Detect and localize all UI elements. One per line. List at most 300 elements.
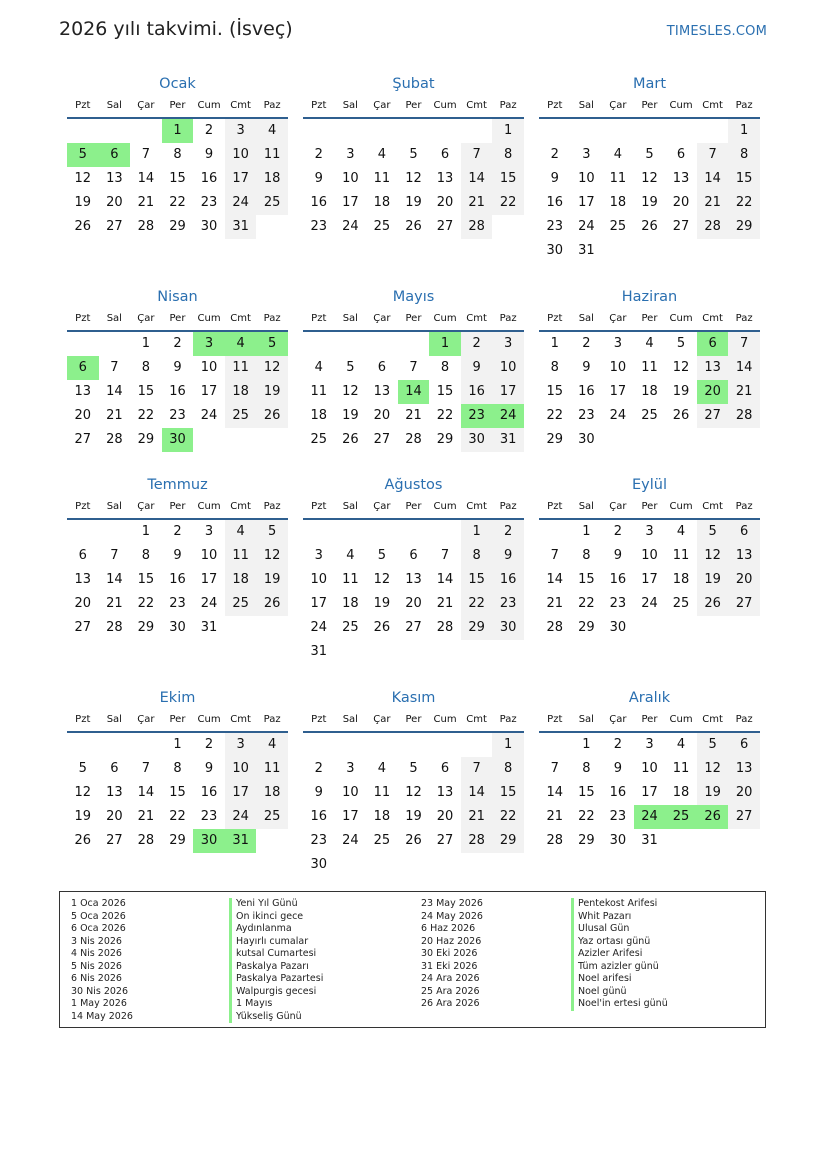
empty-cell (665, 119, 697, 143)
empty-cell (429, 119, 461, 143)
day-cell: 9 (314, 785, 323, 800)
day-cell: 6 (377, 360, 387, 375)
empty-cell (130, 733, 162, 757)
empty-cell (303, 119, 335, 143)
day-cell: 30 (310, 857, 328, 872)
day-cell: 11 (256, 143, 288, 167)
day-cell: 11 (373, 171, 391, 186)
day-cell: 6 (676, 147, 686, 162)
day-cell: 6 (78, 548, 87, 563)
day-cell: 3 (225, 733, 257, 757)
holiday-day-cell: 5 (256, 332, 288, 356)
weekday-label: Cum (433, 100, 457, 111)
month-1 (67, 73, 288, 239)
month-2 (303, 73, 524, 239)
empty-cell (67, 733, 99, 757)
day-cell: 15 (461, 568, 493, 592)
day-cell: 14 (137, 785, 155, 800)
empty-cell (335, 332, 367, 356)
day-cell: 14 (728, 356, 760, 380)
weekday-label: Çar (137, 714, 155, 725)
day-cell: 19 (405, 195, 422, 210)
weekday-label: Paz (263, 313, 281, 324)
days-grid (539, 520, 760, 640)
day-cell: 24 (200, 408, 218, 423)
weekday-label: Pzt (311, 714, 327, 725)
weekday-header (539, 709, 760, 733)
day-cell: 10 (492, 356, 524, 380)
day-cell: 24 (225, 805, 257, 829)
weekday-label: Sal (578, 313, 594, 324)
day-cell: 10 (609, 360, 627, 375)
day-cell: 14 (137, 171, 155, 186)
day-cell: 20 (373, 408, 391, 423)
day-cell: 17 (578, 195, 595, 210)
weekday-label: Sal (106, 714, 122, 725)
weekday-label: Cum (197, 313, 221, 324)
day-cell: 27 (405, 620, 422, 635)
day-cell: 20 (728, 781, 760, 805)
day-cell: 18 (256, 781, 288, 805)
weekday-label: Çar (137, 100, 155, 111)
day-cell: 16 (200, 785, 218, 800)
weekday-label: Pzt (75, 714, 91, 725)
month-12 (539, 687, 760, 853)
legend-entry: Whit Pazarı (578, 910, 632, 922)
day-cell: 28 (728, 404, 760, 428)
day-cell: 12 (256, 544, 288, 568)
day-cell: 6 (728, 733, 760, 757)
weekday-label: Paz (735, 100, 753, 111)
empty-cell (366, 520, 398, 544)
day-cell: 13 (74, 384, 92, 399)
day-cell: 27 (373, 432, 391, 447)
day-cell: 4 (613, 147, 623, 162)
day-cell: 13 (728, 544, 760, 568)
page-title: 2026 yılı takvimi. (İsveç) (59, 18, 293, 40)
legend-dates-column-1 (71, 898, 133, 1023)
empty-cell (398, 119, 430, 143)
day-cell: 31 (225, 215, 257, 239)
day-cell: 24 (578, 219, 595, 234)
day-cell: 28 (137, 219, 155, 234)
days-grid (539, 119, 760, 263)
empty-cell (398, 520, 430, 544)
day-cell: 4 (256, 119, 288, 143)
day-cell: 2 (550, 147, 559, 162)
holiday-day-cell: 6 (99, 143, 131, 167)
day-cell: 14 (546, 785, 564, 800)
day-cell: 2 (314, 761, 323, 776)
day-cell: 8 (728, 143, 760, 167)
month-7 (67, 474, 288, 640)
day-cell: 8 (173, 147, 182, 162)
legend-entry: Paskalya Pazarı (236, 960, 309, 972)
day-cell: 2 (582, 336, 591, 351)
day-cell: 15 (137, 572, 155, 587)
empty-cell (634, 119, 666, 143)
day-cell: 20 (74, 408, 92, 423)
day-cell: 23 (169, 408, 186, 423)
day-cell: 3 (314, 548, 323, 563)
day-cell: 7 (440, 548, 450, 563)
weekday-label: Sal (342, 714, 358, 725)
day-cell: 11 (672, 761, 690, 776)
day-cell: 4 (314, 360, 323, 375)
month-11 (303, 687, 524, 877)
weekday-label: Cmt (702, 100, 723, 111)
day-cell: 31 (641, 833, 658, 848)
month-3 (539, 73, 760, 263)
day-cell: 9 (550, 171, 559, 186)
day-cell: 8 (582, 761, 591, 776)
weekday-label: Çar (609, 313, 627, 324)
weekday-label: Per (405, 313, 422, 324)
day-cell: 3 (582, 147, 591, 162)
days-grid (303, 119, 524, 239)
day-cell: 20 (106, 809, 123, 824)
weekday-label: Per (641, 714, 658, 725)
month-name: Ekim (159, 690, 196, 706)
day-cell: 13 (672, 171, 690, 186)
legend-entry: 6 Haz 2026 (421, 923, 476, 934)
weekday-label: Per (641, 313, 658, 324)
day-cell: 13 (106, 171, 123, 186)
day-cell: 10 (200, 548, 218, 563)
day-cell: 3 (204, 524, 214, 539)
month-name: Haziran (621, 289, 678, 305)
day-cell: 1 (728, 119, 760, 143)
day-cell: 18 (373, 195, 391, 210)
legend-entry: 14 May 2026 (71, 1010, 133, 1022)
day-cell: 14 (436, 572, 454, 587)
month-8 (303, 474, 524, 664)
weekday-label: Per (641, 501, 658, 512)
month-name: Mayıs (392, 289, 435, 305)
month-6 (539, 286, 760, 452)
empty-cell (602, 119, 634, 143)
day-cell: 20 (436, 195, 454, 210)
day-cell: 8 (550, 360, 559, 375)
holiday-day-cell: 24 (492, 404, 524, 428)
day-cell: 8 (492, 143, 524, 167)
empty-cell (99, 119, 131, 143)
day-cell: 22 (169, 195, 186, 210)
days-grid (539, 332, 760, 452)
holiday-day-cell: 1 (429, 332, 461, 356)
day-cell: 3 (346, 761, 355, 776)
weekday-label: Paz (499, 501, 517, 512)
day-cell: 6 (440, 147, 450, 162)
day-cell: 11 (672, 548, 690, 563)
day-cell: 20 (74, 596, 92, 611)
weekday-label: Cum (669, 501, 693, 512)
month-name: Şubat (392, 76, 435, 92)
day-cell: 4 (377, 147, 387, 162)
day-cell: 21 (106, 596, 123, 611)
legend-entry: Noel arifesi (578, 973, 632, 984)
day-cell: 28 (106, 432, 123, 447)
weekday-label: Paz (499, 313, 517, 324)
holiday-day-cell: 6 (697, 332, 729, 356)
legend-entry: kutsal Cumartesi (236, 948, 317, 959)
day-cell: 29 (578, 833, 595, 848)
day-cell: 21 (106, 408, 123, 423)
day-cell: 26 (256, 404, 288, 428)
legend-entry: Noel'in ertesi günü (578, 998, 668, 1009)
day-cell: 12 (405, 171, 422, 186)
legend-entry: 25 Ara 2026 (421, 985, 480, 997)
legend-entry: Paskalya Pazartesi (236, 973, 324, 984)
day-cell: 28 (546, 620, 564, 635)
day-cell: 19 (641, 195, 658, 210)
day-cell: 27 (74, 432, 92, 447)
day-cell: 21 (137, 809, 155, 824)
day-cell: 23 (578, 408, 595, 423)
day-cell: 22 (578, 809, 595, 824)
legend-entry: 1 May 2026 (71, 998, 127, 1009)
day-cell: 5 (697, 733, 729, 757)
day-cell: 24 (342, 833, 359, 848)
day-cell: 29 (436, 432, 454, 447)
day-cell: 21 (405, 408, 422, 423)
weekday-label: Sal (578, 714, 594, 725)
day-cell: 18 (373, 809, 391, 824)
day-cell: 31 (492, 428, 524, 452)
weekday-label: Cum (669, 714, 693, 725)
day-cell: 17 (342, 809, 359, 824)
day-cell: 5 (645, 147, 654, 162)
days-grid (67, 520, 288, 640)
day-cell: 28 (461, 829, 493, 853)
day-cell: 21 (137, 195, 155, 210)
day-cell: 4 (256, 733, 288, 757)
day-cell: 29 (492, 829, 524, 853)
day-cell: 24 (310, 620, 328, 635)
day-cell: 29 (137, 620, 155, 635)
weekday-label: Cmt (702, 501, 723, 512)
weekday-label: Cmt (230, 714, 251, 725)
day-cell: 14 (106, 572, 123, 587)
day-cell: 29 (546, 432, 564, 447)
day-cell: 4 (346, 548, 355, 563)
day-cell: 27 (672, 219, 690, 234)
weekday-label: Cum (669, 100, 693, 111)
day-cell: 4 (676, 524, 686, 539)
day-cell: 18 (641, 384, 658, 399)
day-cell: 10 (578, 171, 595, 186)
day-cell: 30 (546, 243, 564, 258)
month-10 (67, 687, 288, 853)
day-cell: 10 (225, 143, 257, 167)
day-cell: 27 (436, 833, 454, 848)
weekday-label: Pzt (547, 714, 563, 725)
day-cell: 1 (492, 733, 524, 757)
day-cell: 16 (609, 572, 627, 587)
day-cell: 7 (141, 147, 151, 162)
day-cell: 16 (200, 171, 218, 186)
weekday-label: Paz (735, 313, 753, 324)
day-cell: 25 (256, 191, 288, 215)
legend-entry: 31 Eki 2026 (421, 960, 478, 972)
month-name: Nisan (157, 289, 198, 305)
legend-entry: 30 Eki 2026 (421, 948, 478, 959)
day-cell: 26 (342, 432, 359, 447)
day-cell: 5 (346, 360, 355, 375)
day-cell: 31 (578, 243, 595, 258)
day-cell: 27 (728, 805, 760, 829)
day-cell: 1 (173, 737, 182, 752)
days-grid (67, 119, 288, 239)
day-cell: 10 (342, 785, 359, 800)
days-grid (303, 520, 524, 664)
day-cell: 24 (609, 408, 627, 423)
day-cell: 5 (697, 520, 729, 544)
empty-cell (461, 733, 493, 757)
weekday-label: Cum (433, 313, 457, 324)
weekday-label: Cmt (702, 714, 723, 725)
day-cell: 2 (173, 524, 182, 539)
legend-names-column-1 (229, 898, 323, 1023)
day-cell: 17 (342, 195, 359, 210)
weekday-label: Paz (735, 501, 753, 512)
legend-entry: Tüm azizler günü (578, 960, 659, 972)
legend-entry: 5 Nis 2026 (71, 960, 122, 972)
day-cell: 3 (346, 147, 355, 162)
legend-entry: 20 Haz 2026 (421, 935, 482, 947)
day-cell: 8 (492, 757, 524, 781)
day-cell: 23 (609, 596, 627, 611)
weekday-header (303, 95, 524, 119)
day-cell: 25 (641, 408, 658, 423)
weekday-label: Per (169, 501, 186, 512)
holiday-day-cell: 20 (697, 380, 729, 404)
weekday-label: Per (405, 714, 422, 725)
weekday-label: Paz (263, 100, 281, 111)
weekday-label: Per (405, 100, 422, 111)
legend-names-column-2 (571, 898, 668, 1011)
day-cell: 16 (310, 195, 328, 210)
day-cell: 1 (550, 336, 559, 351)
legend-entry: Azizler Arifesi (578, 948, 643, 959)
empty-cell (461, 119, 493, 143)
day-cell: 16 (609, 785, 627, 800)
weekday-label: Paz (263, 501, 281, 512)
day-cell: 31 (200, 620, 218, 635)
day-cell: 7 (697, 143, 729, 167)
day-cell: 28 (461, 215, 493, 239)
empty-cell (571, 119, 603, 143)
day-cell: 13 (436, 171, 454, 186)
day-cell: 29 (461, 616, 493, 640)
day-cell: 19 (74, 195, 92, 210)
legend-entry: Yükseliş Günü (236, 1010, 302, 1022)
day-cell: 6 (440, 761, 450, 776)
day-cell: 11 (641, 360, 658, 375)
day-cell: 22 (436, 408, 454, 423)
day-cell: 22 (137, 596, 155, 611)
day-cell: 15 (492, 781, 524, 805)
legend-entry: Noel günü (578, 985, 627, 997)
day-cell: 9 (173, 548, 182, 563)
empty-cell (335, 520, 367, 544)
weekday-label: Paz (499, 714, 517, 725)
day-cell: 7 (728, 332, 760, 356)
site-link[interactable]: TIMESLES.COM (666, 24, 767, 39)
weekday-label: Paz (263, 714, 281, 725)
day-cell: 10 (310, 572, 328, 587)
day-cell: 11 (225, 544, 257, 568)
legend-entry: 1 Oca 2026 (71, 898, 126, 909)
day-cell: 24 (342, 219, 359, 234)
weekday-header (67, 308, 288, 332)
day-cell: 13 (74, 572, 92, 587)
day-cell: 2 (204, 123, 214, 138)
day-cell: 14 (546, 572, 564, 587)
day-cell: 12 (672, 360, 690, 375)
day-cell: 2 (204, 737, 214, 752)
day-cell: 12 (641, 171, 658, 186)
day-cell: 25 (373, 219, 391, 234)
day-cell: 5 (409, 147, 418, 162)
weekday-label: Sal (106, 100, 122, 111)
empty-cell (67, 332, 99, 356)
day-cell: 16 (492, 568, 524, 592)
days-grid (67, 332, 288, 452)
legend-entry: 6 Oca 2026 (71, 923, 126, 934)
day-cell: 18 (672, 572, 690, 587)
legend-entry: Yeni Yıl Günü (236, 898, 298, 909)
day-cell: 21 (546, 596, 564, 611)
day-cell: 22 (169, 809, 186, 824)
holiday-day-cell: 30 (162, 428, 194, 452)
month-name: Temmuz (147, 477, 208, 493)
day-cell: 21 (461, 805, 493, 829)
day-cell: 24 (641, 596, 658, 611)
weekday-label: Cum (433, 501, 457, 512)
month-9 (539, 474, 760, 640)
weekday-label: Çar (373, 100, 391, 111)
day-cell: 15 (728, 167, 760, 191)
weekday-label: Per (169, 100, 186, 111)
day-cell: 10 (342, 171, 359, 186)
day-cell: 28 (106, 620, 123, 635)
day-cell: 18 (609, 195, 627, 210)
holiday-day-cell: 24 (634, 805, 666, 829)
day-cell: 26 (641, 219, 658, 234)
weekday-label: Çar (609, 100, 627, 111)
day-cell: 19 (256, 568, 288, 592)
day-cell: 21 (728, 380, 760, 404)
month-name: Eylül (632, 477, 667, 493)
day-cell: 23 (169, 596, 186, 611)
empty-cell (130, 119, 162, 143)
day-cell: 27 (74, 620, 92, 635)
day-cell: 13 (728, 757, 760, 781)
day-cell: 18 (672, 785, 690, 800)
day-cell: 16 (546, 195, 564, 210)
weekday-label: Per (169, 313, 186, 324)
day-cell: 5 (78, 761, 87, 776)
legend-entry: Walpurgis gecesi (236, 985, 317, 997)
day-cell: 17 (641, 785, 658, 800)
day-cell: 2 (173, 336, 182, 351)
day-cell: 8 (582, 548, 591, 563)
day-cell: 5 (676, 336, 686, 351)
day-cell: 1 (141, 336, 151, 351)
legend-entry: Hayırlı cumalar (236, 935, 309, 947)
day-cell: 27 (106, 833, 123, 848)
